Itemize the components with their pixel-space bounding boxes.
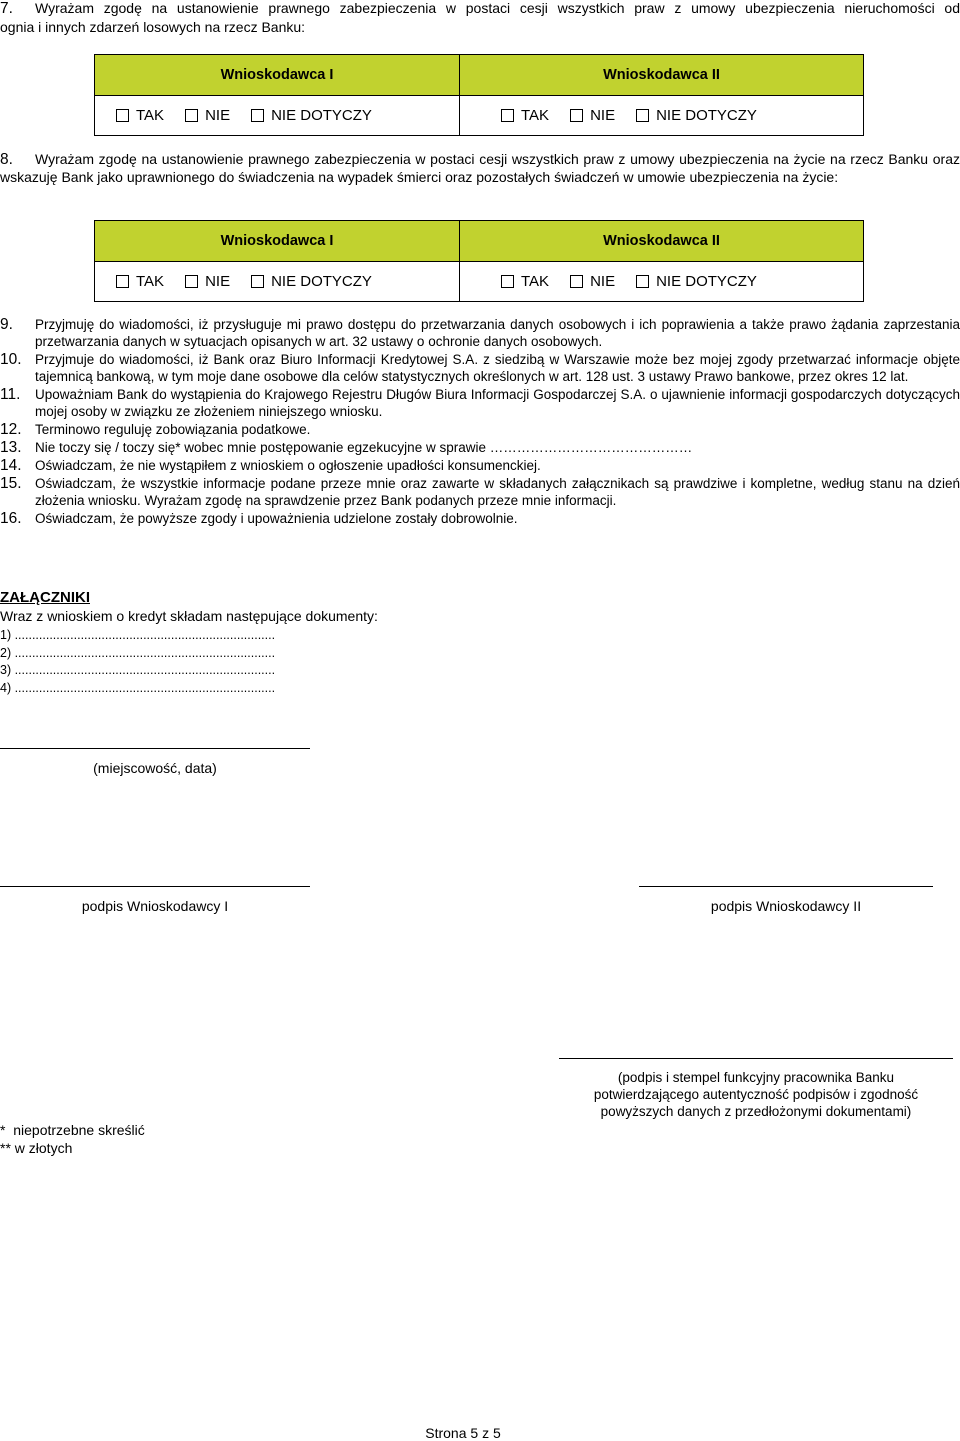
checkbox-icon[interactable] bbox=[501, 275, 514, 288]
paragraph-8 bbox=[0, 151, 960, 186]
attachment-item[interactable]: 2) ........................................................................... bbox=[0, 646, 276, 660]
attachment-item[interactable]: 1) ........................................................................... bbox=[0, 628, 276, 642]
paragraph-number: 14. bbox=[0, 457, 22, 474]
checkbox-icon[interactable] bbox=[636, 275, 649, 288]
applicant-2-signature-line[interactable] bbox=[639, 886, 933, 887]
checkbox-icon[interactable] bbox=[185, 275, 198, 288]
paragraph-14 bbox=[0, 457, 960, 474]
applicant-1-signature-label: podpis Wnioskodawcy I bbox=[81, 898, 229, 914]
bank-signature-line[interactable] bbox=[559, 1058, 953, 1059]
paragraph-15 bbox=[0, 475, 960, 509]
checkbox-icon[interactable] bbox=[251, 275, 264, 288]
paragraph-10 bbox=[0, 351, 960, 385]
paragraph-text: Oświadczam, że nie wystąpiłem z wnioskiem o ogłoszenie upadłości konsumenckiej. bbox=[35, 458, 541, 473]
option-not-applicable[interactable]: NIE DOTYCZY bbox=[251, 273, 372, 290]
consent-table-1 bbox=[94, 54, 864, 136]
option-yes[interactable]: TAK bbox=[116, 107, 164, 124]
paragraph-13 bbox=[0, 439, 960, 456]
paragraph-text-continuation: ognia i innych zdarzeń losowych na rzecz Banku: bbox=[0, 19, 306, 35]
paragraph-text: Przyjmuję do wiadomości, iż przysługuje mi prawo dostępu do przetwarzania danych osobowych i ich poprawienia a także prawo żądania zaprzestania przetwarzania danych w sytuacjach opisanych w art. 32 ustawy o ochronie danych osobowych. bbox=[35, 317, 960, 349]
paragraph-text: Terminowo reguluję zobowiązania podatkowe. bbox=[35, 422, 311, 437]
option-no[interactable]: NIE bbox=[185, 107, 230, 124]
option-no[interactable]: NIE bbox=[570, 107, 615, 124]
applicant-2-signature-label: podpis Wnioskodawcy II bbox=[710, 898, 862, 914]
paragraph-16 bbox=[0, 510, 960, 527]
paragraph-text: Przyjmuje do wiadomości, iż Bank oraz Biuro Informacji Kredytowej S.A. z siedzibą w Warszawie może bez mojej zgody przetwarzać informacje objęte tajemnicą bankową, w tym moje dane osobowe dla celów statystycznych określonych w art. 128 ust. 3 ustawy Prawo bankowe, przez okres 12 lat. bbox=[35, 352, 960, 384]
option-not-applicable[interactable]: NIE DOTYCZY bbox=[636, 107, 757, 124]
attachments-heading: ZAŁĄCZNIKI bbox=[0, 589, 90, 606]
paragraph-number: 7. bbox=[0, 0, 13, 17]
checkbox-icon[interactable] bbox=[116, 109, 129, 122]
option-not-applicable[interactable]: NIE DOTYCZY bbox=[636, 273, 757, 290]
applicant-1-signature-line[interactable] bbox=[0, 886, 310, 887]
option-no[interactable]: NIE bbox=[570, 273, 615, 290]
bank-signature-line-3: powyższych danych z przedłożonymi dokumentami) bbox=[600, 1104, 912, 1119]
paragraph-11 bbox=[0, 386, 960, 420]
applicant-1-options bbox=[95, 96, 460, 136]
option-yes[interactable]: TAK bbox=[116, 273, 164, 290]
paragraph-text: Upoważniam Bank do wystąpienia do Krajowego Rejestru Długów Biura Informacji Gospodarczej S.A. o ujawnienie informacji gospodarczych dotyczących mojej osoby w związku ze złożeniem niniejszego wniosku. bbox=[35, 387, 960, 419]
checkbox-icon[interactable] bbox=[116, 275, 129, 288]
checkbox-icon[interactable] bbox=[636, 109, 649, 122]
applicant-2-header: Wnioskodawca II bbox=[460, 55, 864, 96]
bank-signature-label bbox=[559, 1069, 953, 1120]
paragraph-number: 11. bbox=[0, 386, 21, 403]
paragraph-number: 9. bbox=[0, 316, 13, 333]
attachments-intro: Wraz z wnioskiem o kredyt składam następujące dokumenty: bbox=[0, 608, 378, 624]
footnote-2: ** w złotych bbox=[0, 1140, 73, 1156]
applicant-2-options bbox=[460, 96, 864, 136]
paragraph-text: Wyrażam zgodę na ustanowienie prawnego zabezpieczenia w postaci cesji wszystkich praw z umowy ubezpieczenia nieruchomości od bbox=[35, 0, 960, 16]
attachment-item[interactable]: 3) ........................................................................... bbox=[0, 663, 276, 677]
applicant-1-header: Wnioskodawca I bbox=[95, 221, 460, 262]
paragraph-9 bbox=[0, 316, 960, 350]
paragraph-12 bbox=[0, 421, 960, 438]
place-date-line[interactable] bbox=[0, 748, 310, 749]
declarations-list bbox=[0, 316, 960, 527]
footnote-1: * niepotrzebne skreślić bbox=[0, 1122, 145, 1138]
applicant-2-header: Wnioskodawca II bbox=[460, 221, 864, 262]
applicant-1-header: Wnioskodawca I bbox=[95, 55, 460, 96]
place-date-label: (miejscowość, data) bbox=[93, 760, 217, 776]
paragraph-number: 8. bbox=[0, 151, 13, 168]
consent-table-2 bbox=[94, 220, 864, 302]
paragraph-number: 15. bbox=[0, 475, 22, 492]
paragraph-number: 16. bbox=[0, 510, 22, 527]
attachment-item[interactable]: 4) ........................................................................... bbox=[0, 681, 276, 695]
checkbox-icon[interactable] bbox=[501, 109, 514, 122]
option-yes[interactable]: TAK bbox=[501, 273, 549, 290]
checkbox-icon[interactable] bbox=[185, 109, 198, 122]
paragraph-text: Oświadczam, że wszystkie informacje podane przeze mnie oraz zawarte w składanych załącznikach są prawdziwe i kompletne, według stanu na dzień złożenia wniosku. Wyrażam zgodę na sprawdzenie przez Bank podanych przeze mnie informacji. bbox=[35, 476, 960, 508]
applicant-1-options bbox=[95, 262, 460, 302]
paragraph-number: 13. bbox=[0, 439, 22, 456]
bank-signature-line-2: potwierdzającego autentyczność podpisów i zgodność bbox=[593, 1087, 919, 1102]
paragraph-number: 12. bbox=[0, 421, 22, 438]
option-yes[interactable]: TAK bbox=[501, 107, 549, 124]
option-not-applicable[interactable]: NIE DOTYCZY bbox=[251, 107, 372, 124]
checkbox-icon[interactable] bbox=[570, 275, 583, 288]
paragraph-number: 10. bbox=[0, 351, 22, 368]
applicant-2-options bbox=[460, 262, 864, 302]
checkbox-icon[interactable] bbox=[570, 109, 583, 122]
paragraph-text: Oświadczam, że powyższe zgody i upoważnienia udzielone zostały dobrowolnie. bbox=[35, 511, 518, 526]
option-no[interactable]: NIE bbox=[185, 273, 230, 290]
paragraph-text: Nie toczy się / toczy się* wobec mnie postępowanie egzekucyjne w sprawie ……………………………………… bbox=[35, 440, 693, 455]
paragraph-text: Wyrażam zgodę na ustanowienie prawnego zabezpieczenia w postaci cesji wszystkich praw z umowy ubezpieczenia na życie na rzecz Banku oraz wskazuję Bank jako uprawnionego do świadczenia na wypadek śmierci oraz pozostałych świadczeń w umowie ubezpieczenia na życie: bbox=[0, 151, 960, 185]
bank-signature-line-1: (podpis i stempel funkcyjny pracownika Banku bbox=[617, 1070, 895, 1085]
page-number: Strona 5 z 5 bbox=[425, 1425, 501, 1441]
checkbox-icon[interactable] bbox=[251, 109, 264, 122]
paragraph-7 bbox=[0, 0, 960, 36]
